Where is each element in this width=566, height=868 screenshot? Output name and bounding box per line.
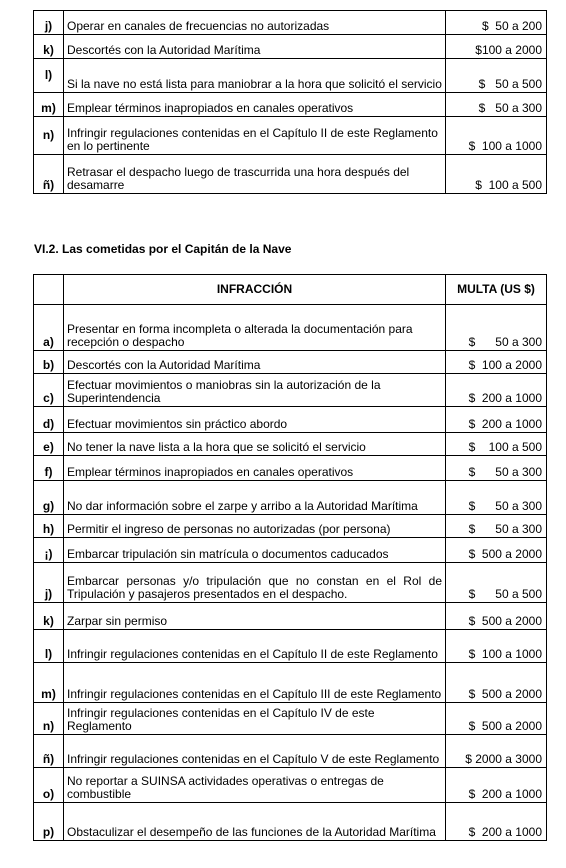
row-letter: a) [34, 305, 64, 351]
row-letter: ñ) [34, 735, 64, 768]
row-letter: p) [34, 803, 64, 841]
row-description: No reportar a SUINSA actividades operativas o entregas de combustible [64, 768, 446, 803]
row-fine: $ 50 a 500 [446, 59, 547, 93]
header-infraccion: INFRACCIÓN [64, 275, 446, 305]
table-row [34, 155, 547, 194]
row-fine: $ 100 a 2000 [446, 351, 547, 374]
row-description: Embarcar personas y/o tripulación que no constan en el Rol de Tripulación y pasajeros presentados en el despacho. [64, 563, 446, 603]
row-letter: l) [34, 630, 64, 663]
row-fine: $ 50 a 300 [446, 456, 547, 481]
row-fine: $ 50 a 300 [446, 305, 547, 351]
row-letter: k) [34, 35, 64, 59]
table-row [34, 663, 547, 703]
table-row [34, 117, 547, 155]
row-description: Obstaculizar el desempeño de las funciones de la Autoridad Marítima [64, 803, 446, 841]
row-description: Embarcar tripulación sin matrícula o documentos caducados [64, 538, 446, 563]
table-row [34, 563, 547, 603]
row-description: Presentar en forma incompleta o alterada la documentación para recepción o despacho [64, 305, 446, 351]
row-letter: j) [34, 11, 64, 35]
table-row [34, 515, 547, 538]
row-letter: e) [34, 433, 64, 456]
row-fine: $ 200 a 1000 [446, 768, 547, 803]
table-row [34, 433, 547, 456]
table-row [34, 305, 547, 351]
row-fine: $ 200 a 1000 [446, 374, 547, 407]
row-description: Permitir el ingreso de personas no autorizadas (por persona) [64, 515, 446, 538]
row-description: Efectuar movimientos sin práctico abordo [64, 407, 446, 433]
table-row [34, 35, 547, 59]
header-letter [34, 275, 64, 305]
row-description: Si la nave no está lista para maniobrar a la hora que solicitó el servicio [64, 59, 446, 93]
row-description: Descortés con la Autoridad Marítima [64, 35, 446, 59]
row-letter: j) [34, 563, 64, 603]
row-fine: $ 100 a 1000 [446, 117, 547, 155]
row-fine: $ 100 a 1000 [446, 630, 547, 663]
row-fine: $ 200 a 1000 [446, 803, 547, 841]
fines-table-continued [33, 10, 547, 194]
row-description: Emplear términos inapropiados en canales operativos [64, 93, 446, 117]
table-row [34, 768, 547, 803]
row-fine: $ 50 a 500 [446, 563, 547, 603]
row-letter: h) [34, 515, 64, 538]
row-fine: $ 50 a 300 [446, 481, 547, 515]
row-letter: ñ) [34, 155, 64, 194]
row-description: Infringir regulaciones contenidas en el Capítulo V de este Reglamento [64, 735, 446, 768]
row-description: Infringir regulaciones contenidas en el Capítulo III de este Reglamento [64, 663, 446, 703]
row-description: Descortés con la Autoridad Marítima [64, 351, 446, 374]
row-description: Infringir regulaciones contenidas en el Capítulo II de este Reglamento en lo pertinente [64, 117, 446, 155]
row-description: Efectuar movimientos o maniobras sin la autorización de la Superintendencia [64, 374, 446, 407]
row-fine: $ 50 a 300 [446, 93, 547, 117]
table-row [34, 538, 547, 563]
table-row [34, 703, 547, 735]
row-letter: ¡) [34, 538, 64, 563]
row-letter: c) [34, 374, 64, 407]
row-description: Emplear términos inapropiados en canales operativos [64, 456, 446, 481]
row-fine: $ 200 a 1000 [446, 407, 547, 433]
row-fine: $ 100 a 500 [446, 155, 547, 194]
table-row [34, 374, 547, 407]
table-row [34, 735, 547, 768]
header-multa: MULTA (US $) [446, 275, 547, 305]
row-fine: $ 100 a 500 [446, 433, 547, 456]
row-fine: $ 500 a 2000 [446, 703, 547, 735]
row-letter: m) [34, 663, 64, 703]
row-fine: $ 2000 a 3000 [446, 735, 547, 768]
row-letter: o) [34, 768, 64, 803]
table-row [34, 630, 547, 663]
table-row [34, 603, 547, 630]
table-row [34, 456, 547, 481]
table-row [34, 11, 547, 35]
row-letter: b) [34, 351, 64, 374]
row-letter: f) [34, 456, 64, 481]
row-fine: $ 50 a 200 [446, 11, 547, 35]
row-description: No tener la nave lista a la hora que se solicitó el servicio [64, 433, 446, 456]
row-fine: $ 500 a 2000 [446, 538, 547, 563]
table-row [34, 93, 547, 117]
row-letter: g) [34, 481, 64, 515]
row-fine: $100 a 2000 [446, 35, 547, 59]
row-letter: d) [34, 407, 64, 433]
row-description: Zarpar sin permiso [64, 603, 446, 630]
row-letter: l) [34, 59, 64, 93]
row-description: Infringir regulaciones contenidas en el Capítulo IV de este Reglamento [64, 703, 446, 735]
row-fine: $ 50 a 300 [446, 515, 547, 538]
table-row [34, 351, 547, 374]
row-letter: k) [34, 603, 64, 630]
captain-fines-table [33, 274, 547, 841]
row-letter: n) [34, 117, 64, 155]
section-title: VI.2. Las cometidas por el Capitán de la Nave [34, 242, 292, 256]
table-row [34, 407, 547, 433]
row-fine: $ 500 a 2000 [446, 663, 547, 703]
table-row [34, 803, 547, 841]
table-row [34, 59, 547, 93]
table-row [34, 481, 547, 515]
row-fine: $ 500 a 2000 [446, 603, 547, 630]
row-description: Retrasar el despacho luego de trascurrida una hora después del desamarre [64, 155, 446, 194]
row-description: No dar información sobre el zarpe y arribo a la Autoridad Marítima [64, 481, 446, 515]
row-description: Infringir regulaciones contenidas en el Capítulo II de este Reglamento [64, 630, 446, 663]
row-letter: n) [34, 703, 64, 735]
row-letter: m) [34, 93, 64, 117]
row-description: Operar en canales de frecuencias no autorizadas [64, 11, 446, 35]
table-header-row [34, 275, 547, 305]
